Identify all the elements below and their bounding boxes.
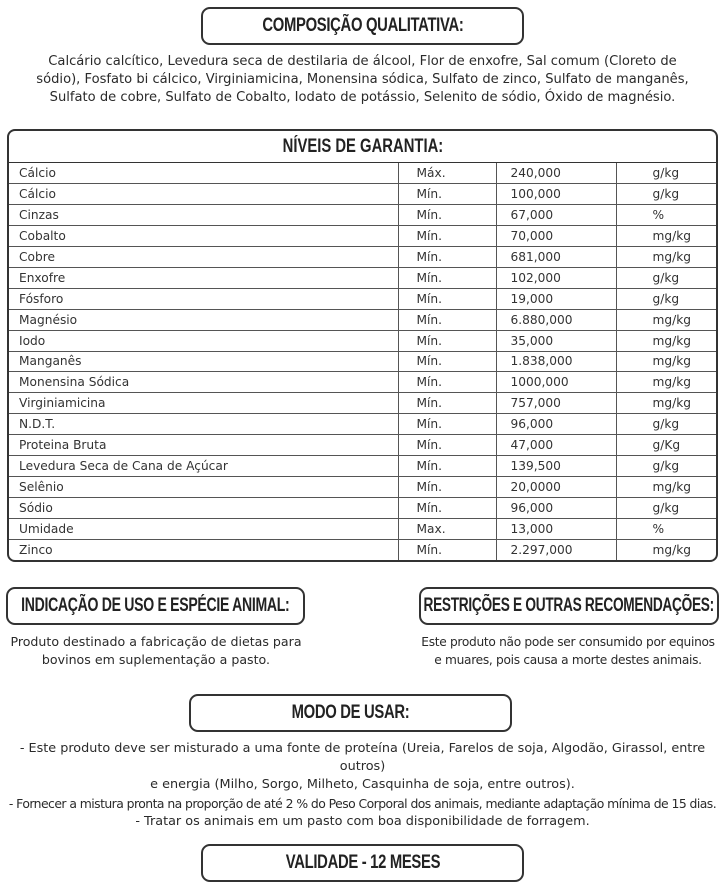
nutrient-unit: g/kg bbox=[616, 267, 716, 288]
limit-type: Mín. bbox=[398, 351, 496, 372]
nutrient-unit: % bbox=[616, 205, 716, 226]
restricoes-text bbox=[411, 633, 725, 669]
nutrient-value: 1.838,000 bbox=[496, 351, 616, 372]
limit-type: Mín. bbox=[398, 372, 496, 393]
nutrient-value: 102,000 bbox=[496, 267, 616, 288]
modo-title-box bbox=[189, 694, 512, 732]
restricoes-line: e muares, pois causa a morte destes animais. bbox=[434, 653, 702, 667]
nutrient-value: 67,000 bbox=[496, 205, 616, 226]
limit-type: Mín. bbox=[398, 184, 496, 205]
table-row bbox=[9, 247, 716, 268]
nutrient-unit: mg/kg bbox=[616, 247, 716, 268]
table-row bbox=[9, 330, 716, 351]
nutrient-unit: mg/kg bbox=[652, 542, 692, 557]
niveis-header bbox=[9, 131, 716, 163]
limit-type: Max. bbox=[398, 518, 496, 539]
niveis-table bbox=[7, 129, 718, 562]
limit-type: Mín. bbox=[398, 247, 496, 268]
table-row bbox=[9, 226, 716, 247]
limit-type: Mín. bbox=[398, 288, 496, 309]
modo-line: - Tratar os animais em um pasto com boa disponibilidade de forragem. bbox=[135, 813, 590, 829]
validade-title: VALIDADE - 12 MESES bbox=[285, 852, 440, 873]
indicacao-title-box bbox=[6, 587, 305, 625]
nutrient-value: 96,000 bbox=[496, 497, 616, 518]
table-row bbox=[9, 497, 716, 518]
nutrient-name: Monensina Sódica bbox=[9, 372, 398, 393]
composicao-line: Calcário calcítico, Levedura seca de destilaria de álcool, Flor de enxofre, Sal comum (Cloreto de bbox=[48, 54, 677, 69]
modo-line: - Este produto deve ser misturado a uma fonte de proteína (Ureia, Farelos de soja, Algodão, Girassol, entre outros) bbox=[19, 741, 706, 775]
table-row bbox=[9, 267, 716, 288]
limit-type: Mín. bbox=[398, 497, 496, 518]
table-row bbox=[9, 205, 716, 226]
nutrient-name: Cinzas bbox=[9, 205, 398, 226]
nutrient-value: 47,000 bbox=[496, 435, 616, 456]
nutrient-unit: % bbox=[616, 518, 716, 539]
table-row bbox=[9, 288, 716, 309]
nutrient-value: 20,0000 bbox=[496, 476, 616, 497]
table-row bbox=[9, 455, 716, 476]
nutrient-name: Cálcio bbox=[9, 184, 398, 205]
indicacao-line: bovinos em suplementação a pasto. bbox=[41, 652, 271, 667]
table-row bbox=[9, 163, 716, 184]
nutrient-name: Proteina Bruta bbox=[9, 435, 398, 456]
modo-text bbox=[0, 740, 725, 831]
nutrient-unit: mg/kg bbox=[616, 351, 716, 372]
nutrient-unit: g/kg bbox=[616, 414, 716, 435]
nutrient-name: Selênio bbox=[9, 476, 398, 497]
nutrient-name: Manganês bbox=[9, 351, 398, 372]
restricoes-title: RESTRIÇÕES E OUTRAS RECOMENDAÇÕES: bbox=[423, 595, 715, 616]
nutrient-value: 13,000 bbox=[496, 518, 616, 539]
nutrient-value: 681,000 bbox=[496, 247, 616, 268]
niveis-grid bbox=[9, 163, 716, 560]
composicao-text bbox=[0, 53, 725, 107]
modo-line: e energia (Milho, Sorgo, Milheto, Casquinha de soja, entre outros). bbox=[150, 777, 575, 793]
limit-type: Mín. bbox=[398, 476, 496, 497]
modo-line: - Fornecer a mistura pronta na proporção de até 2 % do Peso Corporal dos animais, mediante adaptação mínima de 15 dias. bbox=[8, 795, 717, 811]
indicacao-title: INDICAÇÃO DE USO E ESPÉCIE ANIMAL: bbox=[21, 595, 290, 616]
nutrient-unit: g/kg bbox=[616, 163, 716, 184]
nutrient-value: 240,000 bbox=[496, 163, 616, 184]
nutrient-value: 96,000 bbox=[496, 414, 616, 435]
limit-type: Mín. bbox=[398, 205, 496, 226]
limit-type: Mín. bbox=[398, 393, 496, 414]
nutrient-unit: mg/kg bbox=[616, 372, 716, 393]
indicacao-line: Produto destinado a fabricação de dietas para bbox=[10, 634, 302, 649]
nutrient-value: 19,000 bbox=[496, 288, 616, 309]
table-row bbox=[9, 184, 716, 205]
table-row bbox=[9, 351, 716, 372]
nutrient-unit: mg/kg bbox=[616, 393, 716, 414]
nutrient-name: Cálcio bbox=[9, 163, 398, 184]
nutrient-name: Magnésio bbox=[9, 309, 398, 330]
nutrient-name: Cobre bbox=[9, 247, 398, 268]
composicao-line: Sulfato de cobre, Sulfato de Cobalto, Iodato de potássio, Selenito de sódio, Óxido de magnésio. bbox=[49, 90, 676, 105]
nutrient-unit: g/kg bbox=[616, 184, 716, 205]
nutrient-unit: mg/kg bbox=[616, 330, 716, 351]
table-row bbox=[9, 309, 716, 330]
table-row bbox=[9, 435, 716, 456]
limit-type: Mín. bbox=[398, 539, 496, 560]
nutrient-name: Sódio bbox=[9, 497, 398, 518]
validade-title-box bbox=[201, 844, 524, 882]
nutrient-unit: mg/kg bbox=[616, 476, 716, 497]
nutrient-value: 757,000 bbox=[496, 393, 616, 414]
nutrient-name: Fósforo bbox=[9, 288, 398, 309]
nutrient-value: 6.880,000 bbox=[496, 309, 616, 330]
table-row bbox=[9, 476, 716, 497]
limit-type: Mín. bbox=[398, 435, 496, 456]
nutrient-unit: g/kg bbox=[616, 497, 716, 518]
modo-title: MODO DE USAR: bbox=[291, 702, 410, 723]
limit-type: Máx. bbox=[398, 163, 496, 184]
limit-type: Mín. bbox=[398, 414, 496, 435]
limit-type: Mín. bbox=[398, 267, 496, 288]
table-row bbox=[9, 393, 716, 414]
nutrient-value: 100,000 bbox=[496, 184, 616, 205]
nutrient-name: Levedura Seca de Cana de Açúcar bbox=[9, 455, 398, 476]
nutrient-value: 1000,000 bbox=[496, 372, 616, 393]
nutrient-unit: g/kg bbox=[616, 455, 716, 476]
nutrient-name: Zinco bbox=[9, 539, 398, 560]
nutrient-name: Cobalto bbox=[9, 226, 398, 247]
table-row bbox=[9, 518, 716, 539]
nutrient-value: 2.297,000 bbox=[496, 539, 616, 560]
nutrient-unit: mg/kg bbox=[616, 226, 716, 247]
limit-type: Mín. bbox=[398, 330, 496, 351]
limit-type: Mín. bbox=[398, 226, 496, 247]
restricoes-title-box bbox=[419, 587, 719, 625]
table-row bbox=[9, 414, 716, 435]
limit-type: Mín. bbox=[398, 455, 496, 476]
nutrient-name: Enxofre bbox=[9, 267, 398, 288]
nutrient-value: 35,000 bbox=[496, 330, 616, 351]
nutrient-value: 139,500 bbox=[496, 455, 616, 476]
limit-type: Mín. bbox=[398, 309, 496, 330]
nutrient-name: N.D.T. bbox=[9, 414, 398, 435]
restricoes-line: Este produto não pode ser consumido por equinos bbox=[421, 635, 715, 649]
indicacao-text bbox=[0, 633, 312, 669]
nutrient-unit: g/kg bbox=[616, 288, 716, 309]
table-row bbox=[9, 372, 716, 393]
table-row bbox=[9, 539, 716, 560]
nutrient-name: Virginiamicina bbox=[9, 393, 398, 414]
composicao-title-box bbox=[201, 7, 524, 45]
nutrient-name: Umidade bbox=[9, 518, 398, 539]
nutrient-value: 70,000 bbox=[496, 226, 616, 247]
nutrient-unit: mg/kg bbox=[616, 309, 716, 330]
composicao-title: COMPOSIÇÃO QUALITATIVA: bbox=[261, 15, 464, 36]
nutrient-unit: g/Kg bbox=[616, 435, 716, 456]
niveis-title: NÍVEIS DE GARANTIA: bbox=[282, 135, 443, 157]
nutrient-name: Iodo bbox=[9, 330, 398, 351]
composicao-line: sódio), Fosfato bi cálcico, Virginiamicina, Monensina sódica, Sulfato de zinco, Sulfato de manganês, bbox=[36, 72, 689, 87]
